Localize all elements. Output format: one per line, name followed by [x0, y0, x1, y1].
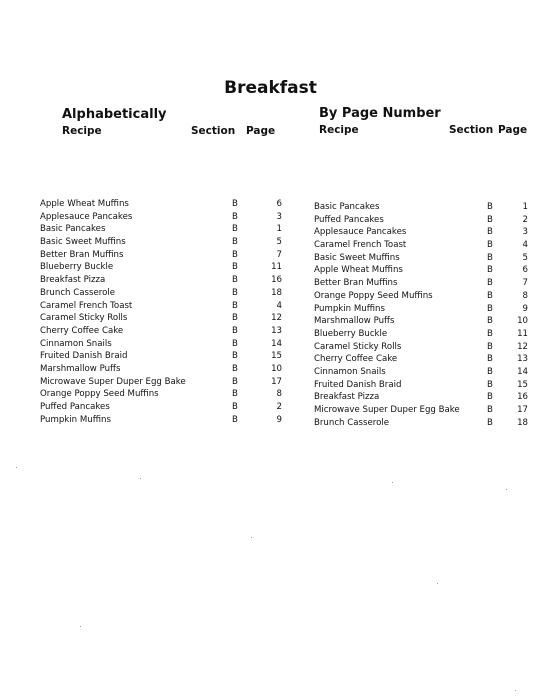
list-item	[40, 300, 290, 313]
recipe-name: Basic Pancakes	[40, 224, 106, 235]
recipe-section: B	[232, 249, 238, 260]
left-recipe-header: Recipe	[62, 125, 102, 137]
alphabetical-recipe-list	[40, 198, 290, 426]
recipe-page: 5	[522, 252, 528, 263]
recipe-page: 18	[517, 417, 528, 428]
scan-speck	[140, 478, 141, 479]
recipe-name: Cinnamon Snails	[314, 366, 386, 377]
recipe-section: B	[487, 240, 493, 251]
recipe-section: B	[487, 328, 493, 339]
list-item	[40, 338, 290, 351]
recipe-name: Puffed Pancakes	[314, 214, 384, 225]
recipe-page: 17	[517, 405, 528, 415]
recipe-name: Basic Pancakes	[314, 202, 380, 212]
recipe-page: 9	[276, 414, 282, 425]
list-item	[314, 264, 530, 277]
recipe-name: Basic Sweet Muffins	[40, 237, 126, 248]
recipe-section: B	[232, 237, 238, 248]
recipe-name: Orange Poppy Seed Muffins	[40, 389, 159, 400]
recipe-name: Pumpkin Muffins	[314, 303, 385, 314]
right-page-header: Page	[498, 124, 528, 136]
recipe-page: 8	[276, 389, 282, 400]
list-item	[40, 325, 290, 338]
recipe-section: B	[232, 224, 238, 235]
recipe-page: 18	[271, 287, 282, 298]
recipe-name: Caramel French Toast	[40, 300, 133, 311]
recipe-page: 4	[522, 240, 528, 251]
recipe-section: B	[232, 262, 238, 273]
recipe-section: B	[232, 300, 238, 311]
list-item	[314, 290, 530, 303]
recipe-name: Cherry Coffee Cake	[40, 325, 124, 336]
recipe-name: Breakfast Pizza	[40, 275, 106, 286]
recipe-name: Better Bran Muffins	[314, 278, 398, 289]
scan-speck	[16, 467, 17, 468]
list-item	[314, 252, 530, 265]
recipe-section: B	[487, 417, 493, 428]
recipe-page: 7	[522, 278, 528, 289]
list-item	[40, 249, 290, 262]
recipe-name: Fruited Danish Braid	[40, 351, 128, 362]
recipe-name: Applesauce Pancakes	[40, 211, 133, 222]
recipe-page: 3	[276, 211, 282, 222]
scan-speck	[80, 626, 81, 627]
recipe-section: B	[232, 414, 238, 425]
recipe-name: Marshmallow Puffs	[40, 363, 121, 374]
left-page-header: Page	[246, 125, 276, 137]
recipe-page: 15	[271, 351, 282, 362]
list-item	[40, 287, 290, 300]
recipe-section: B	[232, 287, 238, 298]
recipe-name: Microwave Super Duper Egg Bake	[314, 405, 460, 415]
list-item	[314, 328, 530, 341]
list-item	[314, 379, 530, 392]
recipe-page: 7	[276, 249, 282, 260]
recipe-name: Marshmallow Puffs	[314, 316, 395, 327]
recipe-page: 11	[271, 262, 282, 273]
list-item	[314, 341, 530, 354]
right-section-header: Section	[449, 124, 494, 136]
recipe-page: 11	[517, 328, 528, 339]
recipe-page: 2	[276, 402, 282, 412]
recipe-name: Microwave Super Duper Egg Bake	[40, 376, 186, 387]
recipe-name: Puffed Pancakes	[40, 402, 110, 412]
list-item	[40, 388, 290, 401]
recipe-page: 4	[276, 300, 282, 311]
list-item	[40, 363, 290, 376]
recipe-name: Pumpkin Muffins	[40, 414, 111, 425]
recipe-page: 5	[276, 237, 282, 248]
recipe-page: 6	[522, 265, 528, 276]
recipe-name: Apple Wheat Muffins	[314, 265, 403, 276]
list-item	[314, 277, 530, 290]
list-item	[40, 414, 290, 427]
right-recipe-header: Recipe	[319, 124, 359, 136]
scan-speck	[506, 489, 507, 490]
list-item	[314, 404, 530, 417]
page-number-recipe-list	[314, 201, 530, 429]
recipe-name: Blueberry Buckle	[314, 328, 388, 339]
recipe-section: B	[232, 199, 238, 209]
recipe-section: B	[232, 211, 238, 222]
recipe-section: B	[487, 214, 493, 225]
list-item	[40, 401, 290, 414]
recipe-name: Caramel Sticky Rolls	[314, 341, 402, 352]
list-item	[40, 312, 290, 325]
recipe-section: B	[487, 265, 493, 276]
recipe-section: B	[232, 376, 238, 387]
recipe-page: 12	[517, 341, 528, 352]
list-item	[314, 315, 530, 328]
recipe-name: Caramel Sticky Rolls	[40, 313, 128, 324]
scan-speck	[392, 482, 393, 483]
list-item	[314, 226, 530, 239]
recipe-section: B	[232, 325, 238, 336]
recipe-section: B	[487, 354, 493, 365]
list-item	[40, 261, 290, 274]
list-item	[314, 366, 530, 379]
recipe-section: B	[487, 366, 493, 377]
list-item	[314, 417, 530, 430]
list-item	[40, 198, 290, 211]
recipe-section: B	[487, 392, 493, 403]
recipe-section: B	[232, 338, 238, 349]
recipe-page: 16	[517, 392, 528, 403]
recipe-name: Breakfast Pizza	[314, 392, 380, 403]
list-item	[40, 350, 290, 363]
list-item	[40, 211, 290, 224]
recipe-page: 6	[276, 199, 282, 209]
recipe-name: Cinnamon Snails	[40, 338, 112, 349]
recipe-name: Better Bran Muffins	[40, 249, 124, 260]
recipe-section: B	[487, 405, 493, 415]
recipe-page: 16	[271, 275, 282, 286]
list-item	[40, 274, 290, 287]
list-item	[314, 391, 530, 404]
recipe-page: 13	[271, 325, 282, 336]
recipe-page: 10	[271, 363, 282, 374]
recipe-name: Brunch Casserole	[314, 417, 390, 428]
recipe-name: Fruited Danish Braid	[314, 379, 402, 390]
recipe-section: B	[487, 278, 493, 289]
recipe-section: B	[487, 252, 493, 263]
recipe-name: Apple Wheat Muffins	[40, 199, 129, 209]
recipe-page: 13	[517, 354, 528, 365]
recipe-section: B	[232, 389, 238, 400]
list-item	[40, 376, 290, 389]
list-item	[40, 236, 290, 249]
recipe-section: B	[487, 379, 493, 390]
by-page-heading: By Page Number	[319, 106, 441, 121]
recipe-page: 12	[271, 313, 282, 324]
scan-speck	[515, 690, 516, 691]
alphabetical-heading: Alphabetically	[62, 107, 167, 122]
recipe-section: B	[232, 313, 238, 324]
recipe-page: 14	[271, 338, 282, 349]
recipe-section: B	[487, 341, 493, 352]
list-item	[314, 353, 530, 366]
recipe-name: Brunch Casserole	[40, 287, 116, 298]
recipe-name: Cherry Coffee Cake	[314, 354, 398, 365]
list-item	[314, 201, 530, 214]
recipe-page: 1	[276, 224, 282, 235]
list-item	[314, 239, 530, 252]
recipe-page: 8	[522, 290, 528, 301]
recipe-section: B	[487, 316, 493, 327]
recipe-page: 1	[522, 202, 528, 212]
recipe-section: B	[232, 363, 238, 374]
list-item	[314, 303, 530, 316]
scan-speck	[437, 583, 438, 584]
left-section-header: Section	[191, 125, 236, 137]
recipe-section: B	[487, 290, 493, 301]
recipe-page: 15	[517, 379, 528, 390]
recipe-section: B	[232, 351, 238, 362]
recipe-section: B	[487, 202, 493, 212]
recipe-section: B	[232, 275, 238, 286]
recipe-page: 2	[522, 214, 528, 225]
recipe-page: 3	[522, 227, 528, 238]
recipe-section: B	[487, 303, 493, 314]
list-item	[40, 223, 290, 236]
recipe-name: Blueberry Buckle	[40, 262, 114, 273]
recipe-name: Orange Poppy Seed Muffins	[314, 290, 433, 301]
recipe-section: B	[487, 227, 493, 238]
recipe-section: B	[232, 402, 238, 412]
page-title: Breakfast	[224, 78, 317, 98]
recipe-page: 9	[522, 303, 528, 314]
recipe-page: 17	[271, 376, 282, 387]
recipe-page: 14	[517, 366, 528, 377]
recipe-page: 10	[517, 316, 528, 327]
recipe-name: Applesauce Pancakes	[314, 227, 407, 238]
list-item	[314, 214, 530, 227]
recipe-name: Basic Sweet Muffins	[314, 252, 400, 263]
recipe-name: Caramel French Toast	[314, 240, 407, 251]
scan-speck	[251, 537, 252, 538]
